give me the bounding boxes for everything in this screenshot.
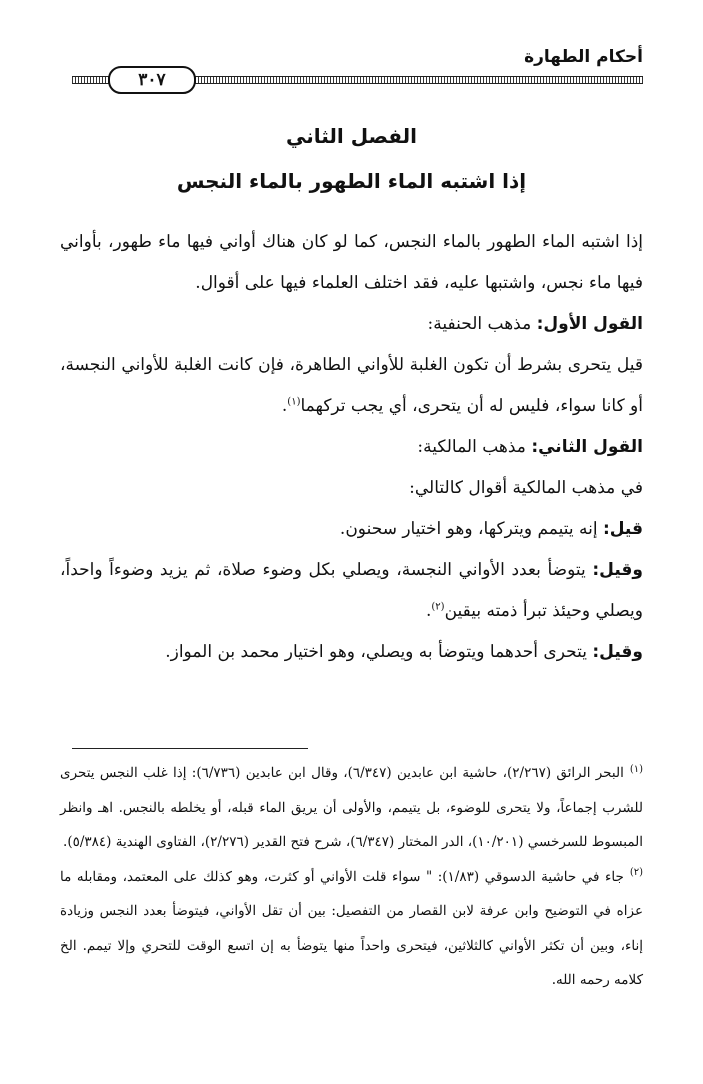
paragraph-intro: إذا اشتبه الماء الطهور بالماء النجس، كما لو كان هناك أواني فيها ماء طهور، بأواني فيها ماء نجس، واشتبها عليه، فقد اختلف العلماء فيها على أقوال.: [60, 232, 643, 293]
sentence-end: .: [425, 601, 432, 621]
page-number: ٣٠٧: [138, 69, 166, 90]
footnote-mark: (٢): [629, 867, 644, 878]
sentence-end: .: [281, 396, 288, 416]
footnote-text: البحر الرائق (٢/٢٦٧)، حاشية ابن عابدين (٦/٣٤٧)، وقال ابن عابدين (٦/٧٣٦): إذا غلب النجس يتحرى للشرب إجماعاً، ولا يتحرى للوضوء، بل يتيمم، والأولى أن يريق الماء قبله، أو يخلطه بالنجس. اهـ وانظر المبسوط للسرخسي (١٠/٢٠١)، الدر المختار (٦/٣٤٧)، شرح فتح القدير (٢/٢٧٦)، الفتاوى الهندية (٥/٣٨٤).: [60, 765, 643, 850]
footnotes: [60, 756, 643, 998]
saying-label: وقيل:: [592, 560, 643, 580]
opinion-school: مذهب المالكية:: [417, 437, 526, 457]
saying-text: يتوضأ بعدد الأواني النجسة، ويصلي بكل وضوء صلاة، ثم يزيد وضوءاً واحداً، ويصلي وحيئذ تبرأ ذمته بيقين: [60, 560, 643, 621]
saying-label: قيل:: [602, 519, 643, 539]
page-number-badge: [108, 66, 196, 94]
opinion-heading: القول الثاني:: [531, 437, 643, 457]
paragraph-maliki-intro: في مذهب المالكية أقوال كالتالي:: [409, 478, 643, 498]
saying-text: يتحرى أحدهما ويتوضأ به ويصلي، وهو اختيار محمد بن المواز.: [165, 642, 587, 662]
footnote-2: [60, 860, 643, 998]
paragraph-hanafi: [60, 345, 643, 427]
chapter-title: إذا اشتبه الماء الطهور بالماء النجس: [176, 169, 527, 193]
saying-text: إنه يتيمم ويتركها، وهو اختيار سحنون.: [339, 519, 598, 539]
saying-label: وقيل:: [592, 642, 643, 662]
footnote-mark: (١): [629, 763, 644, 775]
paragraph-saying-1: [60, 509, 643, 550]
paragraph-first-opinion: [60, 304, 643, 345]
paragraph-text: قيل يتحرى بشرط أن تكون الغلبة للأواني الطاهرة، فإن كانت الغلبة للأواني النجسة، أو كانا سواء، فليس له أن يتحرى، أي يجب تركهما: [60, 355, 643, 416]
footnote-ref-2[interactable]: (٢): [431, 601, 445, 613]
footnote-separator: [72, 748, 308, 749]
paragraph-saying-3: [60, 632, 643, 673]
footnote-ref-1[interactable]: (١): [287, 396, 301, 408]
chapter-label: الفصل الثاني: [285, 124, 418, 148]
opinion-heading: القول الأول:: [536, 314, 643, 334]
footnote-text: جاء في حاشية الدسوقي (١/٨٣): " سواء قلت الأواني أو كثرت، وهو كذلك على المعتمد، ومقابله ما عزاه في التوضيح وابن عرفة لابن القصار من التفصيل: بين أن تقل الأواني، فيتوضأ بعدد النجس وزيادة إناء، وبين أن تكثر الأواني كالثلاثين، فيتحرى واحداً منها يتوضأ به إن اتسع الوقت للتحري وإلا تيمم. الخ كلامه رحمه الله.: [60, 868, 643, 988]
footnote-1: [60, 756, 643, 860]
running-title: أحكام الطهارة: [524, 47, 643, 67]
main-text: [60, 222, 643, 673]
paragraph-saying-2: [60, 550, 643, 632]
paragraph-second-opinion: [60, 427, 643, 468]
opinion-school: مذهب الحنفية:: [427, 314, 532, 334]
